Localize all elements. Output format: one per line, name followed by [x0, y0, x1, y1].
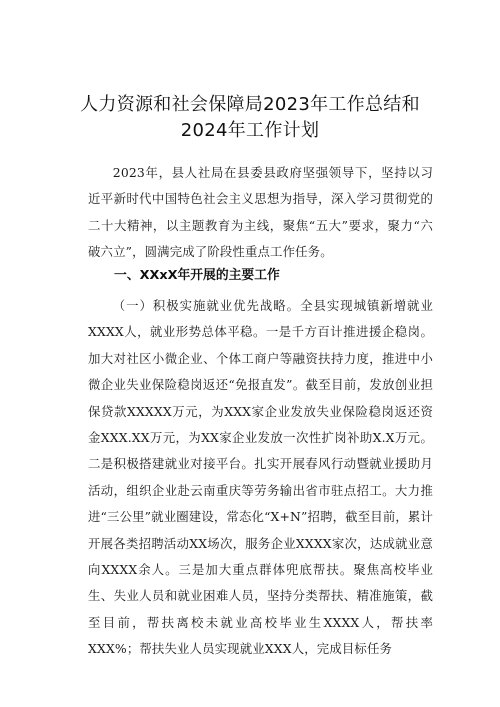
section-heading: 一、XXxX年开展的主要工作	[114, 268, 280, 283]
intro-paragraph: 2023年，县人社局在县委县政府坚强领导下，坚持以习近平新时代中国特色社会主义思想为指导，深入学习贯彻党的二十大精神，以主题教育为主线，聚焦“五大”要求，聚力“六破六立”，圆满完成了阶段性重点工作任务。	[88, 165, 433, 260]
document-title-line-1: 人力资源和社会保障局2023年工作总结和	[80, 94, 420, 115]
body-paragraph: （一）积极实施就业优先战略。全县实现城镇新增就业XXXX人，就业形势总体平稳。一是千方百计推进援企稳岗。加大对社区小微企业、个体工商户等融资扶持力度，推进中小微企业失业保险稳岗返还“免报直发”。截至目前，发放创业担保贷款XXXXX万元，为XXX家企业发放失业保险稳岗返还资金XXX.XX万元，为XX家企业发放一次性扩岗补助X.X万元。二是积极搭建就业对接平台。扎实开展春风行动暨就业援助月活动，组织企业赴云南重庆等劳务输出省市驻点招工。大力推进“三公里”就业圈建设，常态化“X+N”招聘，截至目前，累计开展各类招聘活动XX场次，服务企业XXXX家次，达成就业意向XXXX余人。三是加大重点群体兜底帮扶。聚焦高校毕业生、失业人员和就业困难人员，坚持分类帮扶、精准施策，截至目前，帮扶离校未就业高校毕业生XXXX人，帮扶率XXX%；帮扶失业人员实现就业XXX人，完成目标任务	[88, 298, 433, 657]
document-title-line-2: 2024年工作计划	[180, 120, 320, 141]
